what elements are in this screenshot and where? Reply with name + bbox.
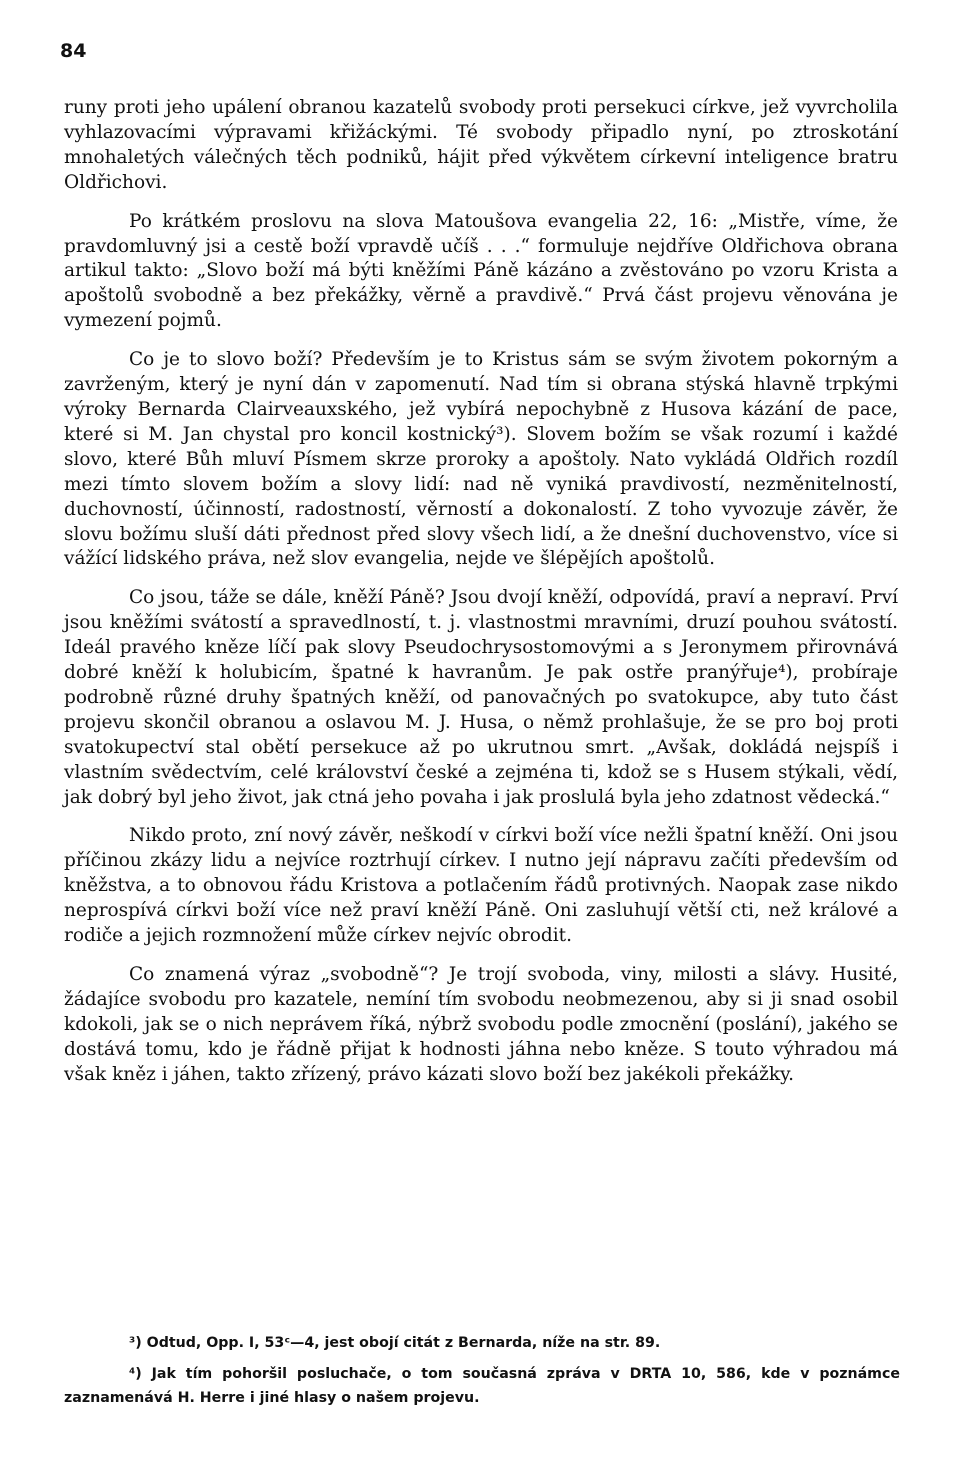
paragraph-4: Co jsou, táže se dále, kněží Páně? Jsou dvojí kněží, odpovídá, praví a nepraví. Prví jsou kněžími svátostí a spravedlností, t. j. vlastnostmi mravními, druzí pouhou svátostí. Ideál pravého kněze líčí pak slovy Pseudochrysostomovými a s Jeronymem přirovnává dobré kněží k holubicím, špatné k havranům. Je pak ostře pranýřuje⁴), probíraje podrobně různé druhy špatných kněží, od panovačných po svatokupce, aby tuto část projevu skončil obranou a oslavou M. J. Husa, o němž prohlašuje, že se pro boj proti svatokupectví stal obětí persekuce až po ukrutnou smrt. „Avšak, dokládá nejspíš i vlastním svědectvím, celé království české a zejména ti, kdož se s Husem stýkali, vědí, jak dobrý byl jeho život, jak ctná jeho povaha i jak proslulá byla jeho zdatnost vědecká.“: [64, 587, 898, 808]
body-text: [64, 96, 898, 1102]
paragraph-2: Po krátkém proslovu na slova Matoušova evangelia 22, 16: „Mistře, víme, že pravdomluvný jsi a cestě boží vpravdě učíš . . .“ formuluje nejdříve Oldřichova obrana artikul takto: „Slovo boží má býti kněžími Páně kázáno a zvěstováno po vzoru Krista a apoštolů svobodně a bez překážky, věrně a pravdivě.“ Prvá část projevu věnována je vymezení pojmů.: [64, 210, 898, 332]
paragraph-5: Nikdo proto, zní nový závěr, neškodí v církvi boží více nežli špatní kněží. Oni jsou příčinou zkázy lidu a nejvíce roztrhují církev. I nutno její nápravu začíti především od kněžstva, a to obnovou řádu Kristova a potlačením řádů protivných. Naopak zase nikdo neprospívá církvi boží více než praví kněží Páně. Oni zasluhují větší cti, než králové a rodiče a jejich rozmnožení může církev nejvíc obrodit.: [64, 825, 898, 947]
page-number: 84: [60, 40, 87, 62]
paragraph-3: Co je to slovo boží? Především je to Kristus sám se svým životem pokorným a zavrženým, který je nyní dán v zapomenutí. Nad tím si obrana stýská hlavně trpkými výroky Bernarda Clairveauxského, jež vybírá nepochybně z Husova kázání de pace, které si M. Jan chystal pro koncil kostnický³). Slovem božím se však rozumí i každé slovo, které Bůh mluví Písmem skrze proroky a apoštoly. Nato vykládá Oldřich rozdíl mezi tímto slovem božím a slovy lidí: nad ně vyniká pravdivostí, nezměnitelností, duchovností, účinností, radostností, věrností a dokonalostí. Z toho vyvozuje závěr, že slovu božímu sluší dáti přednost před slovy všech lidí, a že dnešní duchovenstvo, více si vážící lidského práva, než slov evangelia, nejde ve šlépějích apoštolů.: [64, 349, 898, 570]
paragraph-1: runy proti jeho upálení obranou kazatelů svobody proti persekuci církve, jež vyvrcholila vyhlazovacími výpravami křižáckými. Té svobody připadlo nyní, po ztroskotání mnohaletých válečných těch podniků, hájit před výkvětem církevní inteligence bratru Oldřichovi.: [64, 97, 898, 193]
footnotes: [64, 1331, 900, 1417]
footnote-3: ³) Odtud, Opp. I, 53ᶜ—4, jest obojí citát z Bernarda, níže na str. 89.: [129, 1335, 661, 1351]
paragraph-6: Co znamená výraz „svobodně“? Je trojí svoboda, viny, milosti a slávy. Husité, žádajíce svobodu pro kazatele, nemíní tím svobodu neobmezenou, aby si ji snad osobil kdokoli, jak se o nich neprávem říká, nýbrž svobodu podle zmocnění (poslání), jakého se dostává tomu, kdo je řádně přijat k hodnosti jáhna nebo kněze. S touto výhradou má však kněz i jáhen, takto zřízený, právo kázati slovo boží bez jakékoli překážky.: [64, 964, 898, 1085]
footnote-4: ⁴) Jak tím pohoršil posluchače, o tom současná zpráva v DRTA 10, 586, kde v poznámce zaznamenává H. Herre i jiné hlasy o našem projevu.: [64, 1366, 900, 1406]
